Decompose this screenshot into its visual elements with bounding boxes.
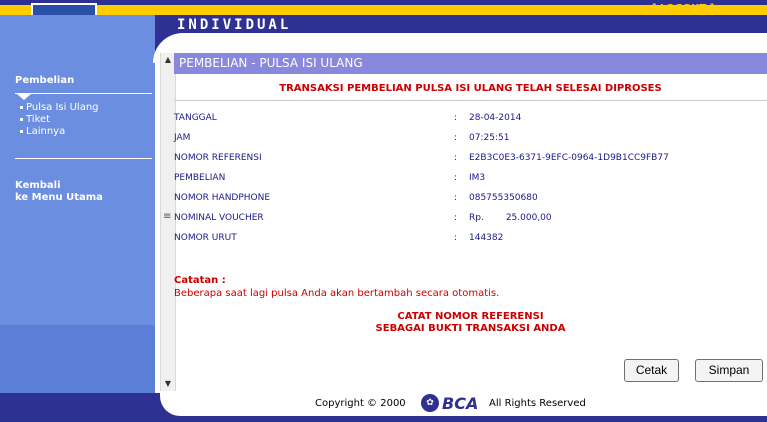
sidebar-item-lainnya[interactable] (20, 126, 99, 138)
reference-reminder-line1: CATAT NOMOR REFERENSI (397, 311, 544, 322)
back-to-main-menu-link[interactable] (15, 180, 103, 204)
transaction-details (174, 109, 767, 249)
bca-emblem-icon: ✿ (421, 394, 439, 412)
detail-label: NOMOR REFERENSI (174, 153, 262, 163)
detail-label: NOMOR HANDPHONE (174, 193, 271, 203)
logout-link[interactable]: [ LOGOUT ] (652, 3, 715, 14)
footer-bca-logo: BCA (442, 394, 479, 413)
page-section-title: INDIVIDUAL (177, 17, 292, 33)
detail-row-nomor-referensi (174, 149, 767, 169)
detail-row-nomor-handphone (174, 189, 767, 209)
content-divider (174, 100, 767, 101)
currency-label: Rp. (469, 213, 484, 223)
rights-text: All Rights Reserved (489, 398, 586, 409)
scroll-up-arrow-icon[interactable]: ▲ (164, 55, 172, 64)
detail-row-tanggal (174, 109, 767, 129)
detail-colon: : (454, 133, 458, 143)
sidebar-panel (0, 15, 155, 325)
detail-colon: : (454, 213, 458, 223)
detail-value: 085755350680 (469, 193, 538, 203)
sidebar-heading: Pembelian (15, 75, 75, 86)
note-text: Beberapa saat lagi pulsa Anda akan bertambah secara otomatis. (174, 288, 500, 299)
detail-label: NOMINAL VOUCHER (174, 213, 264, 223)
sidebar-divider (15, 158, 152, 159)
sidebar-item-label: Pulsa Isi Ulang (26, 102, 99, 113)
sidebar-item-label: Lainnya (26, 126, 66, 137)
copyright-text: Copyright © 2000 (315, 398, 406, 409)
caret-down-icon (17, 94, 31, 100)
sidebar-menu (20, 102, 99, 138)
detail-row-nomor-urut (174, 229, 767, 249)
detail-colon: : (454, 153, 458, 163)
detail-value: 28-04-2014 (469, 113, 522, 123)
detail-label: NOMOR URUT (174, 233, 237, 243)
detail-row-nominal-voucher (174, 209, 767, 229)
bullet-icon (20, 118, 23, 121)
detail-value (469, 213, 552, 223)
detail-colon: : (454, 173, 458, 183)
back-link-line2: ke Menu Utama (15, 192, 103, 203)
bullet-icon (20, 130, 23, 133)
scroll-down-arrow-icon[interactable]: ▼ (164, 379, 172, 388)
detail-label: TANGGAL (174, 113, 217, 123)
detail-row-pembelian (174, 169, 767, 189)
resize-grip-icon[interactable]: ≡ (163, 211, 172, 222)
sidebar-item-pulsa-isi-ulang[interactable] (20, 102, 99, 114)
reference-reminder-line2: SEBAGAI BUKTI TRANSAKSI ANDA (375, 323, 566, 334)
bullet-icon (20, 106, 23, 109)
detail-value: 144382 (469, 233, 504, 243)
detail-colon: : (454, 113, 458, 123)
detail-label: JAM (174, 133, 191, 143)
back-link-line1: Kembali (15, 180, 61, 191)
detail-value: 07:25:51 (469, 133, 510, 143)
detail-colon: : (454, 233, 458, 243)
print-button[interactable]: Cetak (624, 359, 679, 382)
save-button[interactable]: Simpan (695, 359, 763, 382)
note-title: Catatan : (174, 275, 226, 286)
success-message: TRANSAKSI PEMBELIAN PULSA ISI ULANG TELAH SELESAI DIPROSES (279, 83, 662, 94)
detail-label: PEMBELIAN (174, 173, 226, 183)
sidebar-item-label: Tiket (26, 114, 51, 125)
content-title-bar: PEMBELIAN - PULSA ISI ULANG (174, 53, 767, 74)
detail-colon: : (454, 193, 458, 203)
voucher-amount: 25.000,00 (505, 213, 552, 223)
detail-value: E2B3C0E3-6371-9EFC-0964-1D9B1CC9FB77 (469, 153, 669, 163)
reference-reminder (174, 311, 767, 335)
detail-value: IM3 (469, 173, 486, 183)
detail-row-jam (174, 129, 767, 149)
sidebar-item-tiket[interactable] (20, 114, 99, 126)
main-content (174, 53, 767, 391)
sidebar-divider (15, 93, 152, 94)
